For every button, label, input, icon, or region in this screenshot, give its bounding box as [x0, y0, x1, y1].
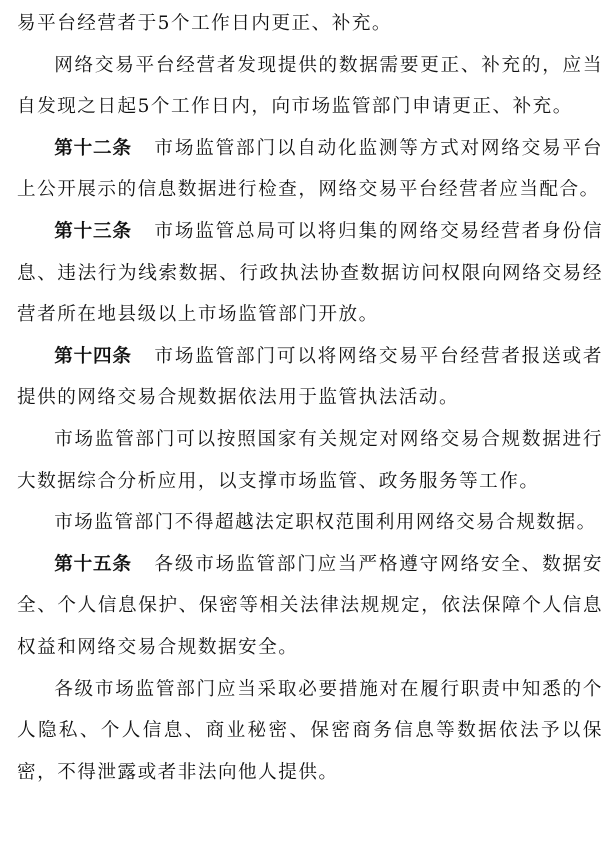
paragraph: 各级市场监管部门应当采取必要措施对在履行职责中知悉的个人隐私、个人信息、商业秘密、保密商务信息等数据依法予以保密，不得泄露或者非法向他人提供。: [17, 678, 603, 783]
article-heading: 第十二条: [54, 137, 132, 159]
article-text: 市场监管部门可以将网络交易平台经营者报送或者提供的网络交易合规数据依法用于监管执法活动。: [17, 345, 603, 409]
document-body: [17, 3, 603, 793]
article-14: [17, 336, 603, 419]
paragraph-continued: 易平台经营者于5个工作日内更正、补充。: [17, 13, 393, 34]
paragraph: 网络交易平台经营者发现提供的数据需要更正、补充的，应当自发现之日起5个工作日内，向市场监管部门申请更正、补充。: [17, 54, 603, 118]
article-15: [17, 544, 603, 669]
article-text: 市场监管总局可以将归集的网络交易经营者身份信息、违法行为线索数据、行政执法协查数据访问权限向网络交易经营者所在地县级以上市场监管部门开放。: [17, 220, 603, 326]
article-heading: 第十五条: [54, 553, 132, 575]
article-text: 市场监管部门以自动化监测等方式对网络交易平台上公开展示的信息数据进行检查，网络交易平台经营者应当配合。: [17, 137, 603, 201]
paragraph: 市场监管部门可以按照国家有关规定对网络交易合规数据进行大数据综合分析应用，以支撑市场监管、政务服务等工作。: [17, 428, 603, 492]
article-text: 各级市场监管部门应当严格遵守网络安全、数据安全、个人信息保护、保密等相关法律法规规定，依法保障个人信息权益和网络交易合规数据安全。: [17, 553, 603, 658]
article-heading: 第十三条: [54, 220, 132, 242]
article-12: [17, 128, 603, 211]
article-heading: 第十四条: [54, 345, 132, 367]
paragraph: 市场监管部门不得超越法定职权范围利用网络交易合规数据。: [54, 512, 597, 534]
article-13: [17, 211, 603, 336]
